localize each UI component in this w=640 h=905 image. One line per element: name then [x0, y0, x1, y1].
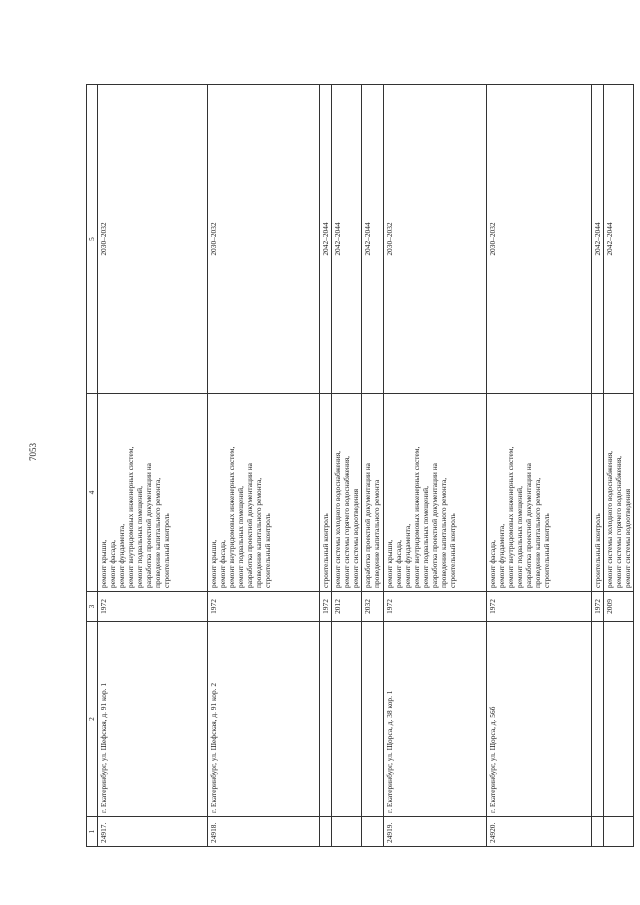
column-header: 2: [87, 622, 98, 817]
cell-period: 2042–2044: [592, 85, 604, 394]
cell-number: 24919.: [384, 817, 487, 847]
page-number: [20, 441, 46, 463]
table-row: [604, 85, 634, 847]
work-item: ремонт фасада,: [218, 540, 228, 588]
cell-year: 1972: [98, 592, 208, 622]
cell-year: 1972: [384, 592, 487, 622]
work-item: строительный контроль: [162, 513, 172, 588]
cell-year: 2009: [604, 592, 634, 622]
work-item: проведение капитального ремонта: [372, 479, 382, 588]
table-row: [98, 85, 208, 847]
work-item: проведение капитального ремонта,: [533, 477, 543, 588]
cell-year: 1972: [320, 592, 332, 622]
cell-year: 1972: [487, 592, 592, 622]
work-item: ремонт системы холодного водоснабжения,: [605, 451, 615, 588]
work-item: ремонт фундамента,: [117, 523, 127, 588]
work-item: разработка проектной документации на: [245, 463, 255, 588]
work-item: ремонт подвальных помещений,: [515, 486, 525, 588]
cell-year: 1972: [592, 592, 604, 622]
table-row: [384, 85, 487, 847]
cell-works: [320, 394, 332, 592]
work-item: строительный контроль: [321, 513, 330, 588]
work-item: строительный контроль: [448, 513, 458, 588]
table-row: [208, 85, 320, 847]
cell-year: 1972: [208, 592, 320, 622]
work-item: ремонт фасада,: [394, 540, 404, 588]
work-item: строительный контроль: [263, 513, 273, 588]
cell-address: г. Екатеринбург, ул. Щорса, д. 38 кор. 1: [384, 622, 487, 817]
work-item: ремонт подвальных помещений,: [236, 486, 246, 588]
cell-period: 2030–2032: [487, 85, 592, 394]
cell-period: 2042–2044: [320, 85, 332, 394]
cell-number: [592, 817, 604, 847]
work-item: ремонт внутридомовых инженерных систем,: [412, 446, 422, 588]
cell-address: [592, 622, 604, 817]
table-row: [362, 85, 384, 847]
column-header: 1: [87, 817, 98, 847]
work-item: ремонт системы водоотведения: [351, 488, 361, 588]
work-item: разработка проектной документации на: [524, 463, 534, 588]
work-item: ремонт фундамента,: [497, 523, 507, 588]
cell-period: 2042–2044: [362, 85, 384, 394]
column-header: 3: [87, 592, 98, 622]
work-item: ремонт фасада,: [108, 540, 118, 588]
work-item: строительный контроль: [593, 513, 603, 588]
work-item: ремонт системы горячего водоснабжения,: [342, 455, 352, 588]
cell-works: [384, 394, 487, 592]
cell-period: 2030–2032: [384, 85, 487, 394]
work-item: ремонт крыши,: [209, 539, 218, 588]
cell-address: [320, 622, 332, 817]
cell-period: 2030–2032: [98, 85, 208, 394]
table-body: [98, 85, 634, 847]
cell-address: [604, 622, 634, 817]
page-number-text: 7053: [28, 443, 38, 461]
cell-works: [487, 394, 592, 592]
work-item: ремонт внутридомовых инженерных систем,: [126, 446, 136, 588]
work-item: ремонт фасада,: [488, 540, 498, 588]
work-item: ремонт крыши,: [99, 539, 108, 588]
cell-works: [208, 394, 320, 592]
column-header: 5: [87, 85, 98, 394]
cell-number: 24920.: [487, 817, 592, 847]
work-item: проведение капитального ремонта,: [254, 477, 264, 588]
table-row: [592, 85, 604, 847]
work-item: ремонт подвальных помещений,: [135, 486, 145, 588]
work-item: ремонт системы водоотведения: [623, 488, 633, 588]
cell-period: 2042–2044: [604, 85, 634, 394]
work-item: ремонт фундамента,: [403, 523, 413, 588]
work-item: разработка проектной документации на: [363, 463, 373, 588]
cell-works: [592, 394, 604, 592]
cell-number: [332, 817, 362, 847]
cell-period: 2042–2044: [332, 85, 362, 394]
cell-number: [320, 817, 332, 847]
table-header-row: [87, 85, 98, 847]
cell-address: [332, 622, 362, 817]
work-item: разработка проектной документации на: [144, 463, 154, 588]
cell-works: [604, 394, 634, 592]
cell-year: 2032: [362, 592, 384, 622]
work-item: ремонт системы холодного водоснабжения,: [333, 451, 343, 588]
table-row: [332, 85, 362, 847]
cell-number: [362, 817, 384, 847]
repair-schedule-table: [86, 85, 633, 847]
work-item: проведение капитального ремонта,: [439, 477, 449, 588]
cell-address: [362, 622, 384, 817]
cell-year: 2012: [332, 592, 362, 622]
cell-address: г. Екатеринбург, ул. Щорса, д. 56б: [487, 622, 592, 817]
cell-works: [332, 394, 362, 592]
work-item: ремонт подвальных помещений,: [421, 486, 431, 588]
cell-number: 24917.: [98, 817, 208, 847]
work-item: ремонт внутридомовых инженерных систем,: [227, 446, 237, 588]
table-row: [320, 85, 332, 847]
work-item: проведение капитального ремонта,: [153, 477, 163, 588]
cell-address: г. Екатеринбург, ул. Шефская, д. 91 кор. 2: [208, 622, 320, 817]
cell-number: 24918.: [208, 817, 320, 847]
cell-number: [604, 817, 634, 847]
work-item: разработка проектной документации на: [430, 463, 440, 588]
cell-works: [362, 394, 384, 592]
work-item: ремонт системы горячего водоснабжения,: [614, 455, 624, 588]
work-item: ремонт внутридомовых инженерных систем,: [506, 446, 516, 588]
work-item: строительный контроль: [542, 513, 552, 588]
cell-works: [98, 394, 208, 592]
column-header: 4: [87, 394, 98, 592]
cell-period: 2030–2032: [208, 85, 320, 394]
work-item: ремонт крыши,: [385, 539, 395, 588]
cell-address: г. Екатеринбург, ул. Шефская, д. 91 кор. 1: [98, 622, 208, 817]
table-row: [487, 85, 592, 847]
